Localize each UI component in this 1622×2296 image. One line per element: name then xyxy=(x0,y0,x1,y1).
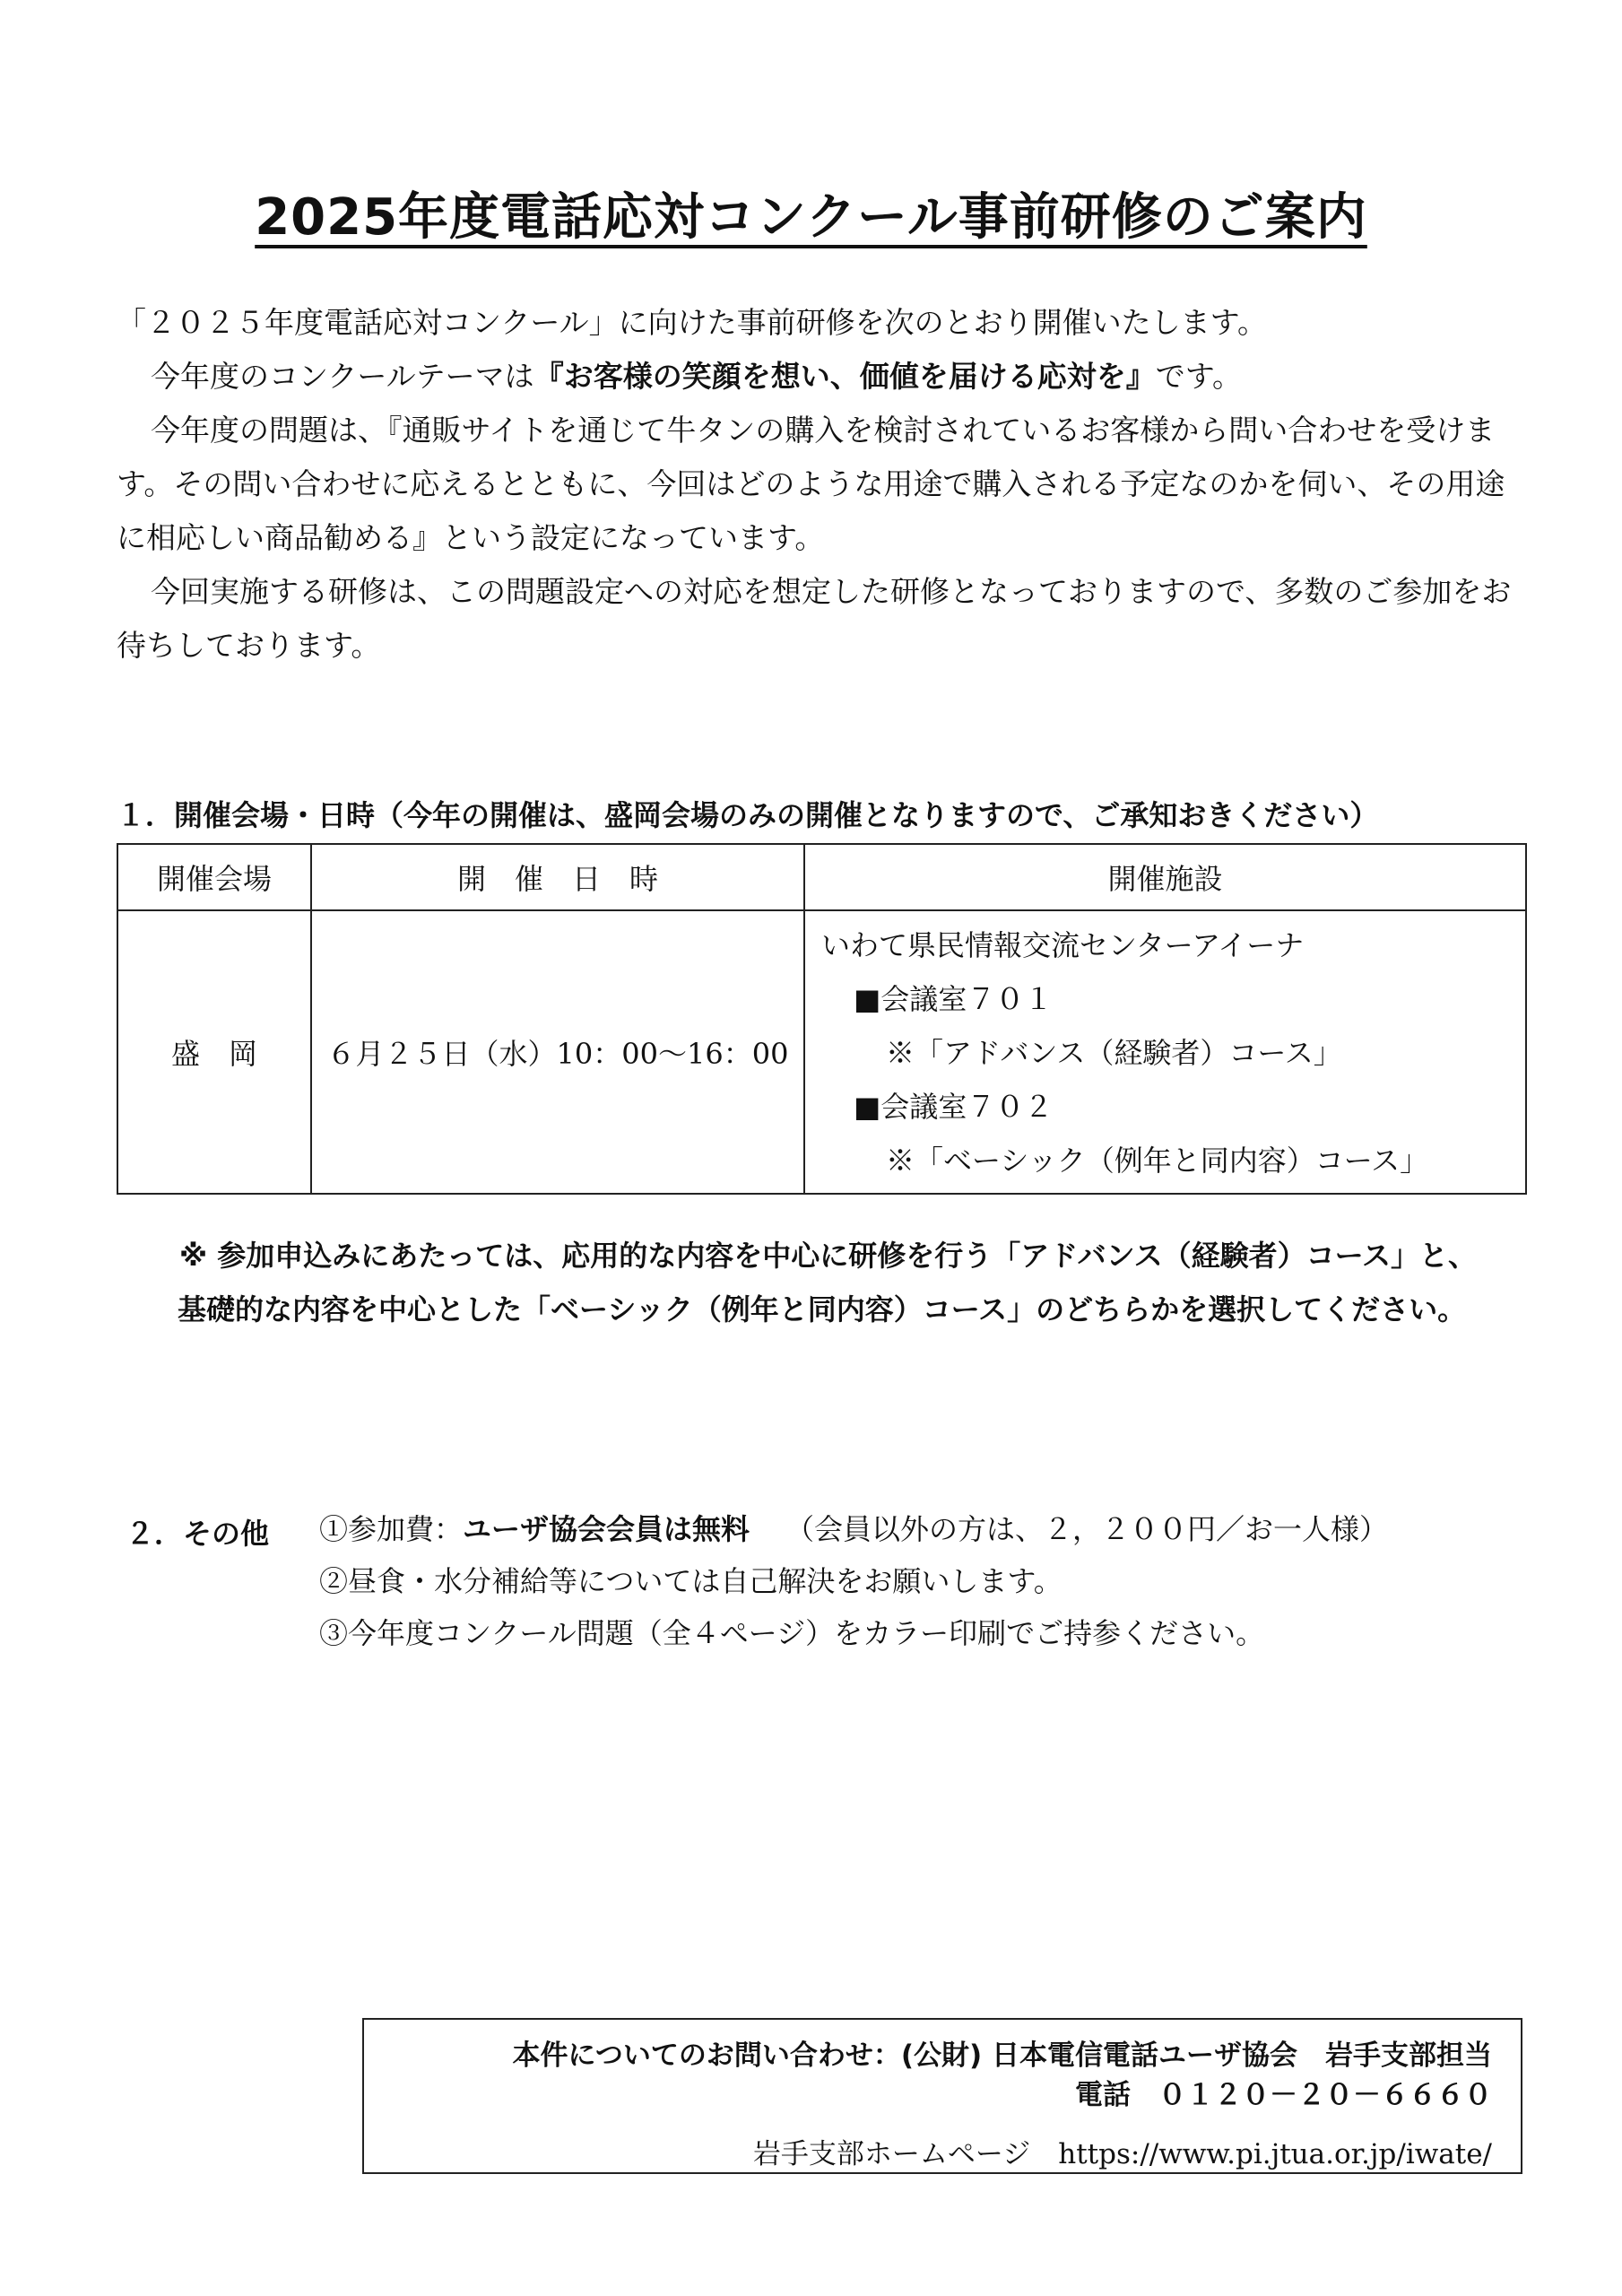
course-selection-note: ※ 参加申込みにあたっては、応用的な内容を中心に研修を行う「アドバンス（経験者）コース」と、 基礎的な内容を中心とした「ベーシック（例年と同内容）コース」のどちらかを選択してください。 xyxy=(178,1239,1478,1326)
section1-heading: １．開催会場・日時（今年の開催は、盛岡会場のみの開催となりますので、ご承知おきください） xyxy=(117,798,1379,832)
header-venue: 開催会場 xyxy=(117,844,311,910)
table-header-row xyxy=(117,844,1526,910)
section2-label: ２．その他 xyxy=(126,1517,270,1551)
intro-text xyxy=(117,296,1515,673)
intro-paragraph-3: 今年度の問題は、『通販サイトを通じて牛タンの購入を検討されているお客様から問い合わせを受けます。その問い合わせに応えるとともに、今回はどのような用途で購入される予定なのかを伺い、その用途に相応しい商品勧める』という設定になっています。 xyxy=(117,413,1505,555)
contest-theme: 『お客様の笑顔を想い、価値を届ける応対を』 xyxy=(533,359,1156,394)
contact-box xyxy=(362,2018,1522,2174)
item-fee: ①参加費：ユーザ協会会員は無料 （会員以外の方は、２，２００円／お一人様） xyxy=(319,1512,1389,1546)
contact-homepage-link[interactable]: 岩手支部ホームページ https://www.pi.jtua.or.jp/iwate/ xyxy=(752,2138,1492,2170)
section2-items xyxy=(319,1503,1388,1659)
item-print: ③今年度コンクール問題（全４ページ）をカラー印刷でご持参ください。 xyxy=(319,1616,1265,1650)
contact-phone: 電話 ０１２０－２０－６６６０ xyxy=(1075,2079,1492,2111)
cell-venue: 盛 岡 xyxy=(117,910,311,1194)
contact-inquiry: 本件についてのお問い合わせ：(公財) 日本電信電話ユーザ協会 岩手支部担当 xyxy=(512,2039,1492,2072)
room-701: ■会議室７０１ xyxy=(854,982,1054,1016)
member-free: ユーザ協会会員は無料 xyxy=(463,1512,750,1546)
header-facility: 開催施設 xyxy=(804,844,1526,910)
page-title: 2025年度電話応対コンクール事前研修のご案内 xyxy=(255,188,1367,247)
intro-paragraph-4: 今回実施する研修は、この問題設定への対応を想定した研修となっておりますので、多数のご参加をお待ちしております。 xyxy=(117,574,1512,663)
room-702: ■会議室７０２ xyxy=(854,1090,1054,1124)
header-datetime: 開 催 日 時 xyxy=(311,844,804,910)
intro-paragraph-1: 「２０２５年度電話応対コンクール」に向けた事前研修を次のとおり開催いたします。 xyxy=(117,305,1268,340)
cell-facility xyxy=(804,910,1526,1194)
facility-name: いわて県民情報交流センターアイーナ xyxy=(821,928,1305,962)
cell-datetime: ６月２５日（水）10：00～16：00 xyxy=(311,910,804,1194)
course-advance: ※「アドバンス（経験者）コース」 xyxy=(886,1036,1342,1070)
intro-paragraph-2: 今年度のコンクールテーマは『お客様の笑顔を想い、価値を届ける応対を』です。 xyxy=(151,359,1243,394)
course-basic: ※「ベーシック（例年と同内容）コース」 xyxy=(886,1144,1429,1178)
item-lunch: ②昼食・水分補給等については自己解決をお願いします。 xyxy=(319,1564,1063,1598)
venue-table xyxy=(117,843,1527,1195)
table-row xyxy=(117,910,1526,1194)
